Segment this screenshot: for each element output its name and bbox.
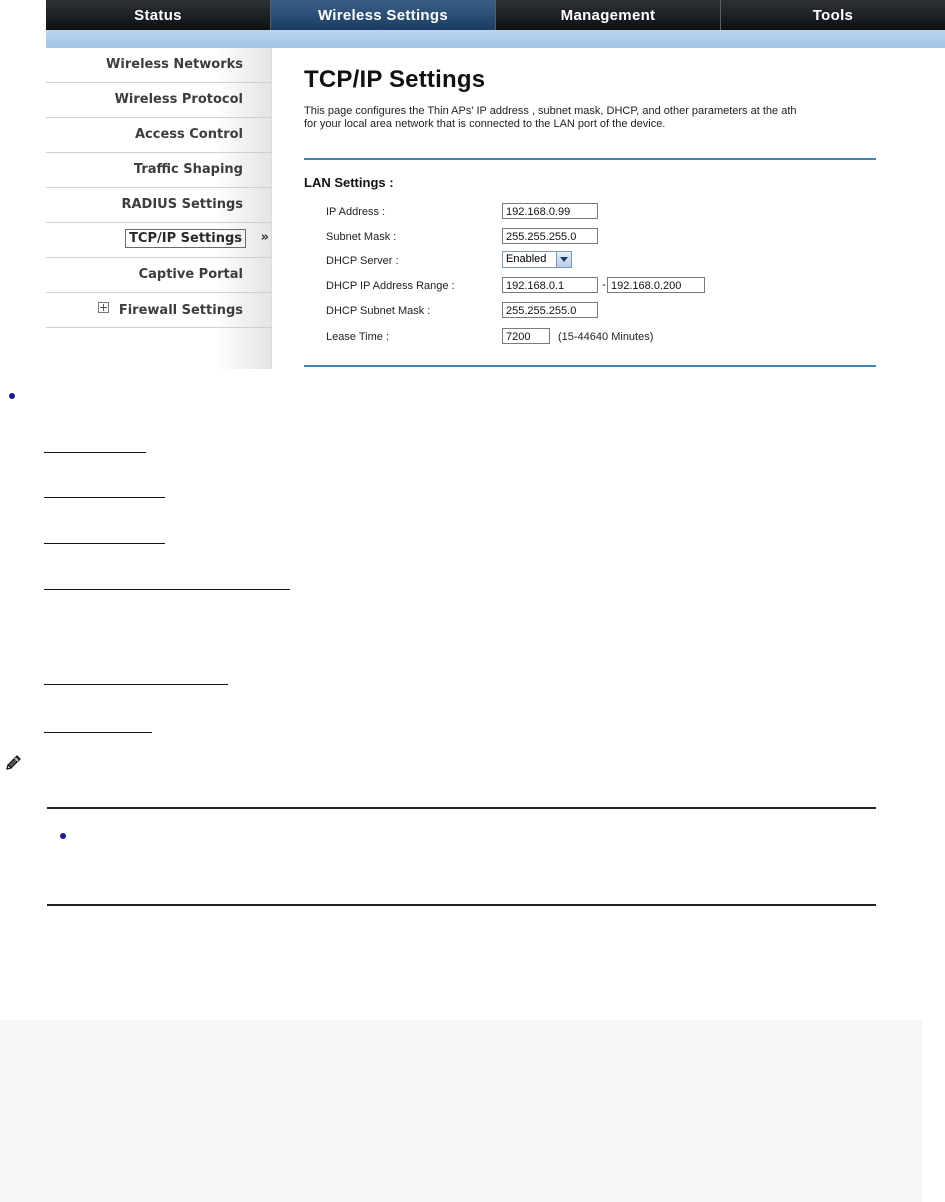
underline-placeholder <box>44 732 152 733</box>
underline-placeholder <box>44 452 146 453</box>
sidebar-item-access-control[interactable] <box>46 118 271 153</box>
page-description-line: for your local area network that is connected to the LAN port of the device. <box>304 118 666 130</box>
main-content <box>304 62 924 131</box>
tab-tools[interactable]: Tools <box>812 6 854 24</box>
dhcp-server-label: DHCP Server : <box>326 255 399 267</box>
section-title: LAN Settings : <box>304 175 394 190</box>
sidebar-item-wireless-networks[interactable] <box>46 48 271 83</box>
note-box-bottom-rule <box>47 904 876 906</box>
active-arrow-icon: » <box>260 230 269 245</box>
sidebar-item-label: Access Control <box>134 127 243 142</box>
dhcp-subnet-mask-label: DHCP Subnet Mask : <box>326 305 431 317</box>
sidebar-item-captive-portal[interactable] <box>46 258 271 293</box>
section-divider-bottom <box>304 365 876 367</box>
sidebar-item-wireless-protocol[interactable] <box>46 83 271 118</box>
footer-panel <box>0 1020 922 1202</box>
tab-management[interactable]: Management <box>496 0 721 30</box>
dhcp-range-label: DHCP IP Address Range : <box>326 280 455 292</box>
sidebar-item-firewall-settings[interactable] <box>46 293 271 328</box>
sidebar-item-tcpip-settings[interactable] <box>46 223 271 258</box>
tab-wireless-settings[interactable]: Wireless Settings <box>271 0 496 30</box>
dhcp-subnet-mask-input[interactable]: 255.255.255.0 <box>502 302 598 318</box>
lease-time-hint: (15-44640 Minutes) <box>558 331 654 343</box>
underline-placeholder <box>44 684 228 685</box>
underline-placeholder <box>44 543 165 544</box>
lease-time-input[interactable]: 7200 <box>502 328 550 344</box>
sub-navigation-bar <box>46 30 945 48</box>
bullet-dot-icon <box>9 393 15 399</box>
ip-address-label: IP Address : <box>326 206 386 218</box>
bullet-dot-icon <box>60 833 66 839</box>
sidebar-item-label: Traffic Shaping <box>133 162 243 177</box>
sidebar-divider <box>271 48 272 369</box>
sidebar-item-label: RADIUS Settings <box>121 197 243 212</box>
plus-box-icon[interactable] <box>98 302 109 313</box>
note-box-top-rule <box>47 807 876 809</box>
sidebar <box>46 48 271 369</box>
sidebar-item-label: TCP/IP Settings <box>125 229 246 248</box>
top-navigation <box>46 0 945 30</box>
sidebar-item-label: Wireless Protocol <box>114 92 243 107</box>
sidebar-item-label: Firewall Settings <box>118 303 243 318</box>
page-description-line: This page configures the Thin APs' IP address , subnet mask, DHCP, and other parameters at the ath <box>304 105 797 117</box>
tab-status[interactable]: Status <box>46 0 271 30</box>
section-divider-top <box>304 158 876 160</box>
ip-address-input[interactable]: 192.168.0.99 <box>502 203 598 219</box>
pencil-icon <box>4 753 24 773</box>
embedded-screenshot <box>46 0 945 369</box>
dhcp-range-end-input[interactable]: 192.168.0.200 <box>607 277 705 293</box>
sidebar-item-radius-settings[interactable] <box>46 188 271 223</box>
sidebar-item-label: Wireless Networks <box>106 57 243 72</box>
page-description <box>304 105 884 131</box>
dhcp-range-separator: - <box>602 279 606 291</box>
dhcp-range-start-input[interactable]: 192.168.0.1 <box>502 277 598 293</box>
underline-placeholder <box>44 497 165 498</box>
sidebar-item-traffic-shaping[interactable] <box>46 153 271 188</box>
dhcp-server-value: Enabled <box>506 253 547 265</box>
chevron-down-icon[interactable] <box>556 252 571 267</box>
dhcp-server-select[interactable] <box>502 251 572 268</box>
sidebar-item-label: Captive Portal <box>138 267 243 282</box>
page-title: TCP/IP Settings <box>304 66 486 93</box>
sidebar-item-firewall-wrap <box>98 302 243 318</box>
subnet-mask-input[interactable]: 255.255.255.0 <box>502 228 598 244</box>
subnet-mask-label: Subnet Mask : <box>326 231 397 243</box>
lease-time-label: Lease Time : <box>326 331 389 343</box>
underline-placeholder <box>44 589 290 590</box>
